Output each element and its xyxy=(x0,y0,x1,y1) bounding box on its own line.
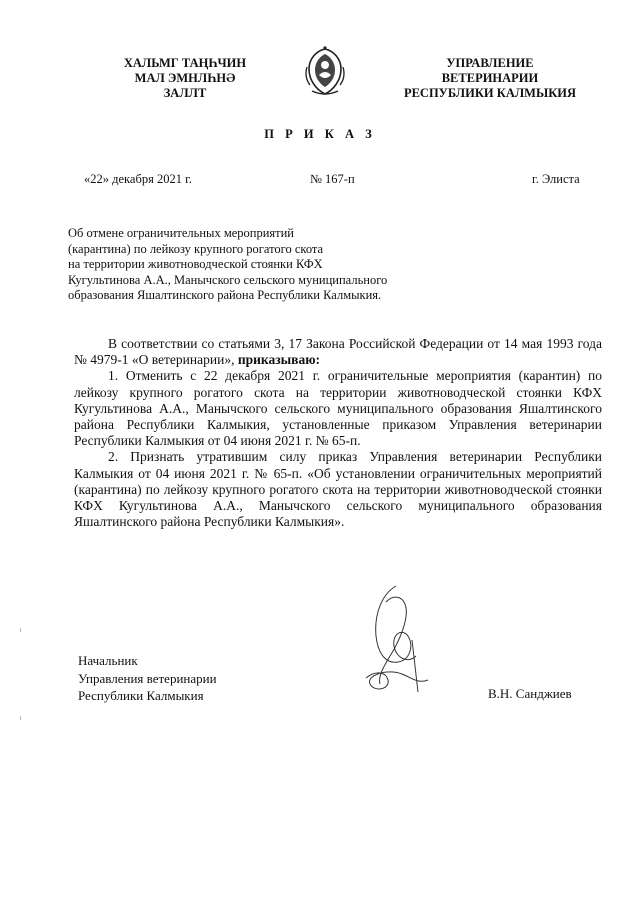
header-russian-line: УПРАВЛЕНИЕ xyxy=(446,56,534,70)
scan-mark xyxy=(20,716,21,720)
coat-of-arms-kalmykia-icon xyxy=(300,45,350,97)
subject-line: Кугультинова А.А., Манычского сельского муниципального xyxy=(68,272,388,287)
body-intro xyxy=(74,336,602,368)
position-line: Управления ветеринарии xyxy=(78,670,217,686)
header-kalmyk-line: ХАЛЬМГ ТАҢҺЧИН xyxy=(123,56,247,70)
document-title: П Р И К А З xyxy=(264,127,376,141)
order-date: «22» декабря 2021 г. xyxy=(84,172,192,186)
subject-line: (карантина) по лейкозу крупного рогатого скота xyxy=(68,241,324,256)
subject-line: на территории животноводческой стоянки КФХ xyxy=(68,257,323,271)
subject-line: образования Яшалтинского района Республики Калмыкия. xyxy=(68,288,382,302)
body-item-1: 1. Отменить с 22 декабря 2021 г. ограничительные мероприятия (карантин) по лейкозу крупного рогатого скота на территории животноводческой стоянки КФХ Кугультинова А.А., Манычского сельского муниципального образования Яшалтинского района Республики Калмыкия, установленные приказом Управления ветеринарии Республики Калмыкия от 04 июня 2021 г. № 65-п. xyxy=(74,368,602,449)
handwritten-signature xyxy=(356,580,436,698)
header-kalmyk-line: ЗАЛЛТ xyxy=(163,86,207,100)
scan-mark xyxy=(20,628,21,632)
intro-bold: приказываю: xyxy=(237,352,321,368)
order-subject xyxy=(68,226,488,304)
position-line: Начальник xyxy=(78,653,138,668)
signatory-position xyxy=(78,652,217,705)
position-line: Республики Калмыкия xyxy=(78,688,204,703)
order-number: № 167-п xyxy=(310,172,355,186)
subject-line: Об отмене ограничительных мероприятий xyxy=(68,226,295,240)
order-city: г. Элиста xyxy=(532,172,580,186)
header-kalmyk-line: МАЛ ЭМНЛҺНӘ xyxy=(134,71,236,85)
intro-text: В соответствии со статьями 3, 17 Закона Российской Федерации от 14 мая 1993 года № 4979-1 «О ветеринарии», xyxy=(74,336,602,368)
signer-name: В.Н. Санджиев xyxy=(488,686,572,701)
header-russian-line: РЕСПУБЛИКИ КАЛМЫКИЯ xyxy=(403,86,577,100)
body-item-2: 2. Признать утратившим силу приказ Управления ветеринарии Республики Калмыкия от 04 июня 2021 г. № 65-п. «Об установлении ограничительных мероприятий (карантина) по лейкозу крупного рогатого скота на территории животноводческой стоянки КФХ Кугультинова А.А., Манычского сельского муниципального образования Яшалтинского района Республики Калмыкия». xyxy=(74,449,602,530)
order-body xyxy=(74,336,602,530)
header-kalmyk xyxy=(110,56,260,101)
header-russian-line: ВЕТЕРИНАРИИ xyxy=(441,71,539,85)
header-russian xyxy=(398,56,582,101)
